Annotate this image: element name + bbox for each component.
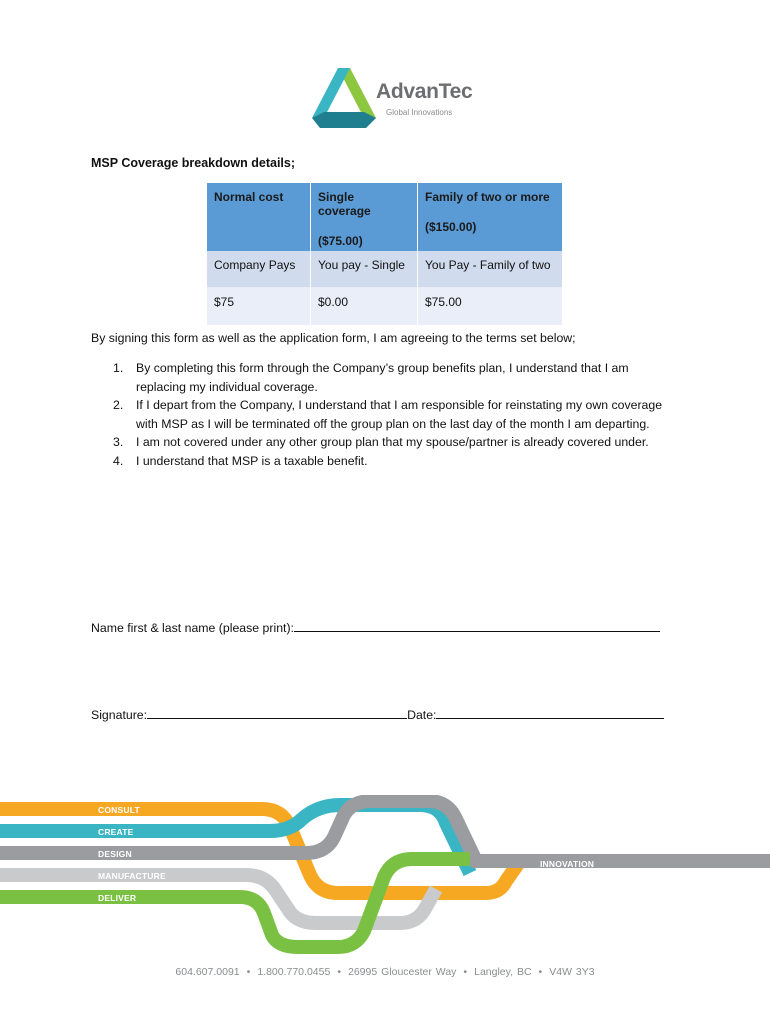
header-single-amount: ($75.00) — [318, 234, 363, 248]
footer-separator: • — [538, 966, 543, 978]
company-logo — [306, 66, 476, 132]
logo-triangle-icon — [306, 66, 376, 132]
logo-tagline: Global Innovations — [386, 108, 453, 117]
header-family-coverage: Family of two or more — [425, 190, 550, 204]
ribbon-label-deliver: DELIVER — [98, 893, 137, 903]
footer-separator: • — [337, 966, 341, 978]
list-item — [91, 452, 681, 471]
term-text: I understand that MSP is a taxable benefit. — [136, 453, 368, 468]
footer-contact — [0, 966, 770, 978]
name-field — [91, 619, 660, 635]
list-number: 4. — [113, 453, 124, 468]
table-header-row — [207, 183, 563, 251]
term-text: I am not covered under any other group plan that my spouse/partner is already covered under. — [136, 435, 649, 449]
ribbon-label-create: CREATE — [98, 827, 134, 837]
footer-postal: V4W 3Y3 — [549, 966, 595, 978]
table-cell: $75.00 — [418, 287, 563, 325]
logo-wordmark: AdvanTec — [376, 80, 473, 103]
ribbon-label-consult: CONSULT — [98, 805, 140, 815]
list-item — [91, 433, 681, 452]
agreement-intro: By signing this form as well as the application form, I am agreeing to the terms set below; — [91, 331, 576, 345]
header-family-amount: ($150.00) — [425, 220, 477, 234]
date-label: Date: — [407, 708, 437, 722]
table-cell: You pay - Single — [311, 251, 418, 287]
footer-street: 26995 Gloucester Way — [348, 966, 457, 978]
table-cell: Company Pays — [207, 251, 311, 287]
list-item — [91, 396, 681, 433]
name-input-line[interactable] — [294, 619, 660, 632]
table-header-cell — [418, 183, 563, 251]
signature-label: Signature: — [91, 708, 148, 722]
footer-city: Langley, BC — [474, 966, 532, 978]
table-row — [207, 251, 563, 287]
terms-list — [91, 359, 681, 470]
table-cell: $75 — [207, 287, 311, 325]
signature-input-line[interactable] — [147, 706, 407, 719]
footer-separator: • — [246, 966, 251, 978]
ribbon-label-manufacture: MANUFACTURE — [98, 871, 166, 881]
signature-field — [91, 706, 664, 722]
list-number: 2. — [113, 398, 124, 412]
services-ribbon-graphic — [0, 795, 770, 955]
date-input-line[interactable] — [436, 706, 664, 719]
section-heading: MSP Coverage breakdown details; — [91, 156, 295, 170]
table-cell: $0.00 — [311, 287, 418, 325]
coverage-table — [207, 183, 563, 325]
ribbon-label-design: DESIGN — [98, 849, 132, 859]
ribbon-label-innovation: INNOVATION — [540, 859, 595, 869]
list-number: 3. — [113, 435, 124, 449]
name-label: Name first & last name (please print): — [91, 621, 294, 635]
header-normal-cost: Normal cost — [214, 190, 284, 204]
term-text: By completing this form through the Company’s group benefits plan, I understand that I am replacing my individual coverage. — [136, 361, 629, 394]
term-text: If I depart from the Company, I understand that I am responsible for reinstating my own coverage with MSP as I will be terminated off the group plan on the last day of the month I am departing. — [136, 398, 663, 431]
footer-phone-tollfree: 1.800.770.0455 — [257, 966, 331, 978]
table-header-cell — [311, 183, 418, 251]
table-row — [207, 287, 563, 325]
footer-separator: • — [463, 966, 468, 978]
list-number: 1. — [113, 361, 124, 375]
table-cell: You Pay - Family of two — [418, 251, 563, 287]
header-single-coverage: Single coverage — [318, 190, 371, 218]
list-item — [91, 359, 681, 396]
table-header-cell — [207, 183, 311, 251]
footer-phone-local: 604.607.0091 — [175, 966, 240, 978]
